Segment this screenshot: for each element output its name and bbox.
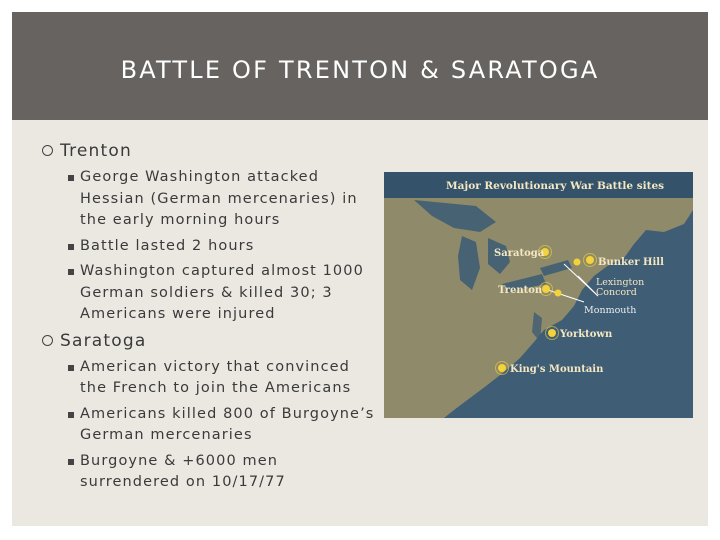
- bullet-item: George Washington attacked Hessian (German mercenaries) in the early morning hours: [42, 167, 382, 232]
- bullet-item: Battle lasted 2 hours: [42, 236, 382, 258]
- label-concord: Concord: [596, 287, 637, 298]
- bullet-item: Washington captured almost 1000 German soldiers & killed 30; 3 Americans were injured: [42, 261, 382, 326]
- label-yorktown: Yorktown: [560, 329, 613, 340]
- square-bullet-icon: [68, 365, 74, 371]
- square-bullet-icon: [68, 269, 74, 275]
- circle-bullet-icon: [42, 145, 53, 156]
- label-kings-mountain: King's Mountain: [510, 364, 604, 375]
- bullet-item: Americans killed 800 of Burgoyne’s German mercenaries: [42, 404, 382, 447]
- marker-lexington-icon: [574, 259, 581, 266]
- square-bullet-icon: [68, 244, 74, 250]
- square-bullet-icon: [68, 459, 74, 465]
- label-monmouth: Monmouth: [584, 305, 637, 316]
- title-bar: [12, 12, 708, 120]
- label-bunker-hill: Bunker Hill: [598, 257, 664, 268]
- slide: [12, 12, 708, 526]
- label-trenton: Trenton: [498, 285, 543, 296]
- circle-bullet-icon: [42, 335, 53, 346]
- square-bullet-icon: [68, 175, 74, 181]
- label-saratoga: Saratoga: [494, 248, 545, 259]
- battle-sites-map: [384, 172, 693, 418]
- square-bullet-icon: [68, 412, 74, 418]
- map-title: Major Revolutionary War Battle sites: [446, 180, 665, 192]
- marker-monmouth-icon: [555, 290, 562, 297]
- label-lexington: Lexington: [596, 277, 645, 288]
- bullet-item: Burgoyne & +6000 men surrendered on 10/17/77: [42, 451, 382, 494]
- content: [42, 140, 382, 498]
- section-heading-trenton: Trenton: [42, 140, 382, 162]
- section-heading-saratoga: Saratoga: [42, 330, 382, 352]
- slide-title: BATTLE OF TRENTON & SARATOGA: [120, 56, 600, 84]
- bullet-item: American victory that convinced the French to join the Americans: [42, 357, 382, 400]
- map-graphic: [384, 172, 693, 418]
